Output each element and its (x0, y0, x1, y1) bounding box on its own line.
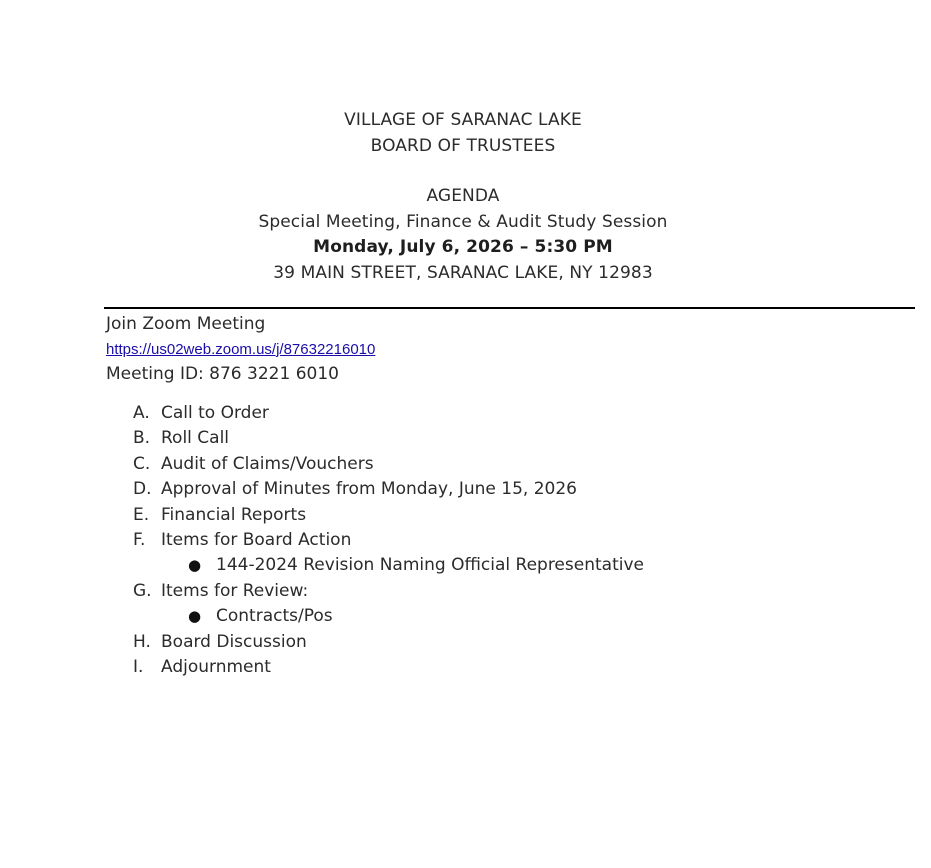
sub-item-text: 144-2024 Revision Naming Official Representative (216, 555, 644, 576)
item-marker: H. (133, 631, 151, 652)
sub-item-contracts (133, 604, 644, 629)
document-header (0, 108, 926, 286)
meeting-address: 39 MAIN STREET, SARANAC LAKE, NY 12983 (273, 262, 653, 283)
board-name: BOARD OF TRUSTEES (370, 135, 556, 156)
item-text: Adjournment (161, 656, 271, 677)
item-marker: A. (133, 403, 150, 423)
municipality-name: VILLAGE OF SARANAC LAKE (344, 110, 582, 130)
agenda-list (133, 401, 644, 680)
zoom-meeting-link[interactable]: https://us02web.zoom.us/j/87632216010 (106, 340, 376, 358)
header-divider (104, 307, 915, 309)
item-text: Call to Order (161, 403, 269, 423)
agenda-item-approval-of-minutes (133, 477, 644, 502)
item-marker: C. (133, 453, 151, 474)
agenda-item-adjournment (133, 655, 644, 680)
agenda-item-board-action (133, 528, 644, 553)
zoom-meeting-id: Meeting ID: 876 3221 6010 (106, 363, 339, 384)
item-marker: B. (133, 428, 151, 449)
item-marker: I. (133, 656, 144, 677)
zoom-join-label: Join Zoom Meeting (106, 314, 266, 334)
item-text: Audit of Claims/Vouchers (161, 453, 374, 474)
bullet-icon: ● (188, 607, 202, 626)
document-title: AGENDA (426, 186, 500, 206)
agenda-item-audit-of-claims (133, 452, 644, 477)
agenda-item-board-discussion (133, 630, 644, 655)
item-text: Financial Reports (161, 504, 307, 525)
agenda-item-roll-call (133, 426, 644, 451)
item-text: Items for Review: (161, 580, 309, 601)
meeting-type: Special Meeting, Finance & Audit Study Session (258, 211, 668, 232)
header-spacer (0, 159, 926, 184)
bullet-icon: ● (188, 556, 202, 575)
agenda-item-financial-reports (133, 503, 644, 528)
item-text: Approval of Minutes from Monday, June 15, 2026 (161, 479, 577, 500)
item-text: Roll Call (161, 428, 230, 449)
item-marker: D. (133, 479, 152, 500)
sub-item-text: Contracts/Pos (216, 606, 333, 627)
agenda-item-items-for-review (133, 579, 644, 604)
zoom-info (106, 312, 375, 386)
item-text: Items for Board Action (161, 529, 352, 550)
agenda-item-call-to-order (133, 401, 644, 426)
item-marker: G. (133, 580, 152, 601)
sub-item-revision-naming (133, 553, 644, 578)
meeting-datetime: Monday, July 6, 2026 – 5:30 PM (313, 237, 613, 257)
item-marker: F. (133, 529, 146, 550)
item-text: Board Discussion (161, 631, 307, 652)
item-marker: E. (133, 504, 150, 525)
